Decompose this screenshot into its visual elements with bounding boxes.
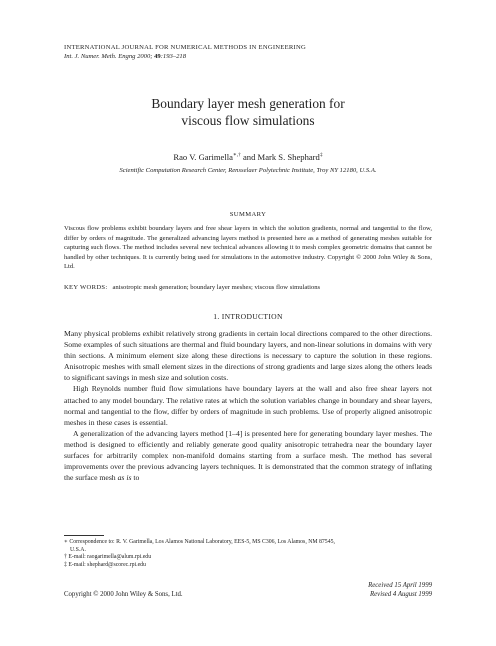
introduction-body xyxy=(64,328,432,483)
paragraph-3-emphasis: as is xyxy=(117,473,132,483)
footnote-email-1: † E-mail: raogarimella@alum.rpi.edu xyxy=(64,554,152,561)
citation-pages: :193–218 xyxy=(160,53,186,60)
citation-year: 2000; xyxy=(137,53,153,60)
author-1-marks: ∗,† xyxy=(232,152,241,158)
title-line-1: Boundary layer mesh generation for xyxy=(151,96,345,111)
author-2: and Mark S. Shephard xyxy=(240,151,320,162)
keywords-label: KEY WORDS: xyxy=(64,284,108,291)
journal-citation xyxy=(64,53,186,61)
affiliation: Scientific Computation Research Center, Rensselaer Polytechnic Institute, Troy NY 12180, U.S.A. xyxy=(119,167,377,174)
title-line-2: viscous flow simulations xyxy=(181,113,315,128)
paragraph-3-start: A generalization of the advancing layers method [1–4] is presented here for generating boundary layer meshes. The method is designed to efficiently and reliably generate good quality anisotropic tetrahedra near the boundary layer surfaces for arbitrarily complex non-manifold domains starting from a surface mesh. The method has several improvements over the previous advancing layers techniques. It is demonstrated that the common strategy of inflating the surface mesh xyxy=(64,428,432,483)
footnote-email-2: ‡ E-mail: shephard@scorec.rpi.edu xyxy=(64,561,146,568)
author-2-mark: ‡ xyxy=(319,152,323,158)
summary-text: Viscous flow problems exhibit boundary layers and free shear layers in which the solution gradients, normal and tangential to the flow, differ by orders of magnitude. The generalized advancing layers method is presented here as a method of generating meshes suitable for capturing such flows. The method includes several new technical advances allowing it to mesh complex geometric domains that cannot be handled by other techniques. It is currently being used for simulations in the automotive industry. Copyright © 2000 John Wiley & Sons, Ltd. xyxy=(64,225,432,270)
footnote-correspondence-cont: U.S.A. xyxy=(70,546,86,553)
paragraph-3 xyxy=(64,428,432,483)
paper-title xyxy=(0,95,496,129)
journal-name: INTERNATIONAL JOURNAL FOR NUMERICAL METHODS IN ENGINEERING xyxy=(64,44,306,51)
revised-date: Revised 4 August 1999 xyxy=(370,590,432,598)
keywords xyxy=(64,284,432,292)
paragraph-2: High Reynolds number fluid flow simulations have boundary layers at the wall and also free shear layers not attached to any model boundary. The relative rates at which the solution variables change in boundary and shear layers, normal and tangential to the flow, differ by orders of magnitude in such problems. Use of properly aligned anisotropic meshes in these cases is essential. xyxy=(64,384,432,427)
footnote-rule xyxy=(64,535,104,536)
summary-heading: SUMMARY xyxy=(229,211,267,218)
received-dates xyxy=(300,582,432,600)
footnote-correspondence: ∗ Correspondence to: R. V. Garimella, Los Alamos National Laboratory, EES-5, MS C306, Los Alamos, NM 87545, xyxy=(64,539,335,545)
copyright-notice: Copyright © 2000 John Wiley & Sons, Ltd. xyxy=(64,591,183,598)
paragraph-3-end: to xyxy=(131,473,140,483)
authors xyxy=(0,150,496,163)
paragraph-1: Many physical problems exhibit relatively strong gradients in certain local directions compared to the other directions. Some examples of such situations are thermal and fluid boundary layers, and non-linear solutions in domains with very thin sections. A minimum element size along these directions is necessary to capture the solution in these regions. Anisotropic meshes with small element sizes in the directions of strong gradients and large sizes along the others leads to significant savings in mesh size and solution costs. xyxy=(64,329,432,383)
keywords-text: anisotropic mesh generation; boundary layer meshes; viscous flow simulations xyxy=(112,284,321,291)
citation-volume: 49 xyxy=(154,53,161,60)
footnotes xyxy=(64,539,432,569)
author-1: Rao V. Garimella xyxy=(173,151,233,162)
citation-prefix: Int. J. Numer. Meth. Engng xyxy=(64,53,136,60)
section-heading: 1. INTRODUCTION xyxy=(213,312,283,321)
received-date: Received 15 April 1999 xyxy=(368,582,432,589)
